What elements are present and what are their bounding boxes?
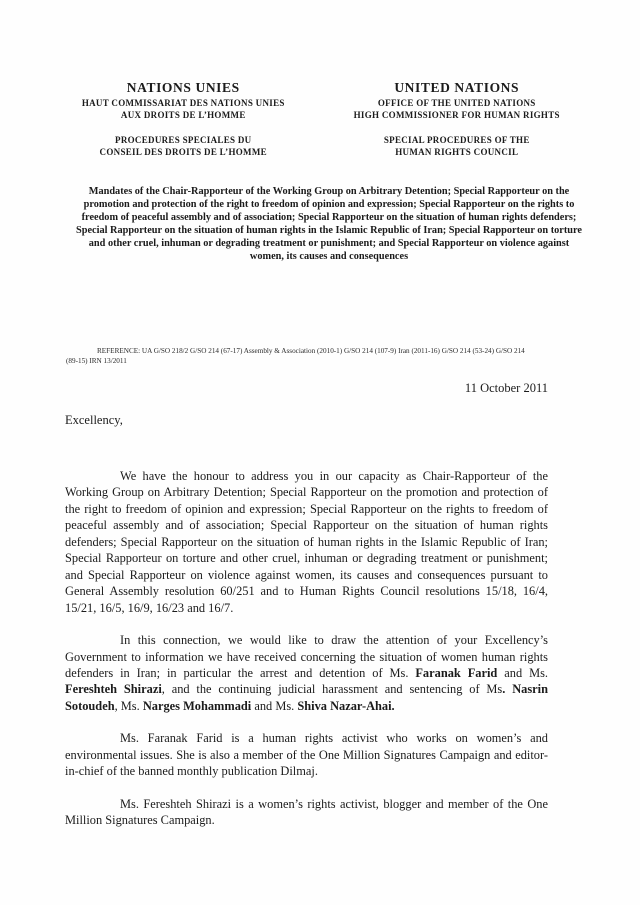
letterhead-french [62,80,305,158]
reference-block [66,346,580,366]
paragraph-case-summary: In this connection, we would like to draw the attention of your Excellency’s Government to information we have received concerning the situation of women human rights defenders in Iran; in particular the arrest and detention of Ms. Faranak Farid and Ms. Fereshteh Shirazi, and the continuing judicial harassment and sentencing of Ms. Nasrin Sotoudeh, Ms. Narges Mohammadi and Ms. Shiva Nazar-Ahai. [65,633,549,713]
paragraph-fereshteh-shirazi: Ms. Fereshteh Shirazi is a women’s rights activist, blogger and member of the One Million Signatures Campaign. [65,796,548,828]
letter-body [65,468,548,829]
reference-line1: REFERENCE: UA G/SO 218/2 G/SO 214 (67-17) Assembly & Association (2010-1) G/SO 214 (107-9) Iran (2011-16) G/SO 214 (53-24) G/SO 214 [97,347,525,355]
letter-date: 11 October 2011 [464,381,548,395]
org-title-french: NATIONS UNIES [126,80,240,95]
mandates-paragraph: Mandates of the Chair-Rapporteur of the Working Group on Arbitrary Detention; Special Rapporteur on the promotion and protection of the right to freedom of opinion and expression; Special Rapporteur on the rights to freedom of peaceful assembly and of association; Special Rapporteur on the situation of human rights defenders; Special Rapporteur on the situation of human rights in the Islamic Republic of Iran; Special Rapporteur on torture and other cruel, inhuman or degrading treatment or punishment; and Special Rapporteur on violence against women, its causes and consequences [75,186,582,262]
letterhead-english [335,80,578,158]
dept-english-line1: SPECIAL PROCEDURES OF THE [383,135,530,145]
reference-line2: (89-15) IRN 13/2011 [66,357,127,365]
org-subtitle-english-line2: HIGH COMMISSIONER FOR HUMAN RIGHTS [353,109,560,120]
salutation: Excellency, [65,413,123,427]
org-subtitle-english-line1: OFFICE OF THE UNITED NATIONS [377,98,536,108]
org-subtitle-french-line2: AUX DROITS DE L’HOMME [120,109,246,120]
paragraph-mandate-intro: We have the honour to address you in our capacity as Chair-Rapporteur of the Working Group on Arbitrary Detention; Special Rapporteur on the promotion and protection of the right to freedom of opinion and expression; Special Rapporteur on the rights to freedom of peaceful assembly and of association; Special Rapporteur on the situation of human rights defenders; Special Rapporteur on the situation of human rights in the Islamic Republic of Iran; Special Rapporteur on torture and other cruel, inhuman or degrading treatment or punishment; and Special Rapporteur on violence against women, its causes and consequences pursuant to General Assembly resolution 60/251 and to Human Rights Council resolutions 15/18, 16/4, 15/21, 16/5, 16/9, 16/23 and 16/7. [65,469,548,615]
org-title-english: UNITED NATIONS [394,80,520,95]
dept-french-line1: PROCEDURES SPECIALES DU [115,135,252,145]
dept-english-line2: HUMAN RIGHTS COUNCIL [395,146,519,157]
org-subtitle-french-line1: HAUT COMMISSARIAT DES NATIONS UNIES [81,98,285,108]
dept-french-line2: CONSEIL DES DROITS DE L’HOMME [99,146,267,157]
paragraph-faranak-farid: Ms. Faranak Farid is a human rights activist who works on women’s and environmental issues. She is also a member of the One Million Signatures Campaign and editor-in-chief of the banned monthly publication Dilmaj. [65,731,548,779]
letterhead [0,0,640,158]
